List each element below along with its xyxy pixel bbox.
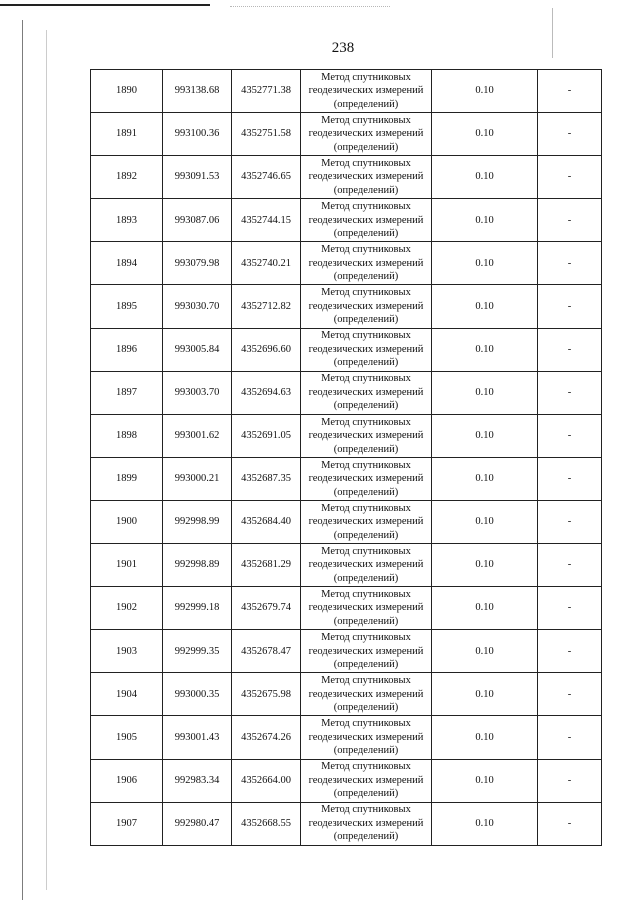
method-cell xyxy=(301,802,432,845)
method-line: (определений) xyxy=(333,615,399,627)
note-cell: - xyxy=(538,802,602,845)
point-number-cell: 1904 xyxy=(91,673,163,716)
table-row xyxy=(91,673,602,716)
point-number-cell: 1894 xyxy=(91,242,163,285)
x-coordinate-cell: 992998.99 xyxy=(163,500,232,543)
accuracy-cell: 0.10 xyxy=(432,716,538,759)
method-cell xyxy=(301,500,432,543)
note-cell: - xyxy=(538,328,602,371)
table-row xyxy=(91,759,602,802)
x-coordinate-cell: 993000.21 xyxy=(163,457,232,500)
y-coordinate-cell: 4352674.26 xyxy=(232,716,301,759)
table-row xyxy=(91,630,602,673)
accuracy-cell: 0.10 xyxy=(432,328,538,371)
y-coordinate-cell: 4352668.55 xyxy=(232,802,301,845)
scan-top-noise xyxy=(230,6,390,15)
coordinates-table xyxy=(90,69,602,846)
method-line: геодезических измерений xyxy=(308,688,424,700)
accuracy-cell: 0.10 xyxy=(432,113,538,156)
coordinates-table-body xyxy=(91,70,602,846)
method-line: геодезических измерений xyxy=(308,645,424,657)
point-number-cell: 1901 xyxy=(91,544,163,587)
table-row xyxy=(91,371,602,414)
y-coordinate-cell: 4352751.58 xyxy=(232,113,301,156)
method-cell xyxy=(301,285,432,328)
y-coordinate-cell: 4352664.00 xyxy=(232,759,301,802)
y-coordinate-cell: 4352679.74 xyxy=(232,587,301,630)
accuracy-cell: 0.10 xyxy=(432,587,538,630)
method-cell xyxy=(301,328,432,371)
table-row xyxy=(91,716,602,759)
method-line: Метод спутниковых xyxy=(321,114,411,126)
x-coordinate-cell: 992983.34 xyxy=(163,759,232,802)
method-line: Метод спутниковых xyxy=(321,502,411,514)
y-coordinate-cell: 4352694.63 xyxy=(232,371,301,414)
point-number-cell: 1891 xyxy=(91,113,163,156)
y-coordinate-cell: 4352681.29 xyxy=(232,544,301,587)
accuracy-cell: 0.10 xyxy=(432,802,538,845)
method-line: Метод спутниковых xyxy=(321,201,411,213)
note-cell: - xyxy=(538,285,602,328)
method-line: (определений) xyxy=(333,357,399,369)
table-row xyxy=(91,113,602,156)
y-coordinate-cell: 4352678.47 xyxy=(232,630,301,673)
method-line: геодезических измерений xyxy=(308,128,424,140)
method-line: геодезических измерений xyxy=(308,731,424,743)
note-cell: - xyxy=(538,673,602,716)
method-line: (определений) xyxy=(333,486,399,498)
method-line: (определений) xyxy=(333,659,399,671)
method-line: (определений) xyxy=(333,98,399,110)
y-coordinate-cell: 4352696.60 xyxy=(232,328,301,371)
point-number-cell: 1902 xyxy=(91,587,163,630)
method-line: Метод спутниковых xyxy=(321,71,411,83)
accuracy-cell: 0.10 xyxy=(432,457,538,500)
method-cell xyxy=(301,457,432,500)
y-coordinate-cell: 4352691.05 xyxy=(232,414,301,457)
y-coordinate-cell: 4352744.15 xyxy=(232,199,301,242)
method-line: геодезических измерений xyxy=(308,257,424,269)
x-coordinate-cell: 993100.36 xyxy=(163,113,232,156)
note-cell: - xyxy=(538,371,602,414)
accuracy-cell: 0.10 xyxy=(432,371,538,414)
method-cell xyxy=(301,199,432,242)
y-coordinate-cell: 4352712.82 xyxy=(232,285,301,328)
method-line: Метод спутниковых xyxy=(321,416,411,428)
method-line: Метод спутниковых xyxy=(321,761,411,773)
method-line: Метод спутниковых xyxy=(321,330,411,342)
x-coordinate-cell: 993005.84 xyxy=(163,328,232,371)
accuracy-cell: 0.10 xyxy=(432,242,538,285)
point-number-cell: 1899 xyxy=(91,457,163,500)
accuracy-cell: 0.10 xyxy=(432,70,538,113)
note-cell: - xyxy=(538,716,602,759)
note-cell: - xyxy=(538,242,602,285)
method-line: (определений) xyxy=(333,788,399,800)
method-line: Метод спутниковых xyxy=(321,459,411,471)
x-coordinate-cell: 993000.35 xyxy=(163,673,232,716)
note-cell: - xyxy=(538,759,602,802)
method-line: (определений) xyxy=(333,831,399,843)
method-cell xyxy=(301,113,432,156)
x-coordinate-cell: 992999.18 xyxy=(163,587,232,630)
method-line: Метод спутниковых xyxy=(321,718,411,730)
method-line: Метод спутниковых xyxy=(321,157,411,169)
point-number-cell: 1898 xyxy=(91,414,163,457)
x-coordinate-cell: 993001.43 xyxy=(163,716,232,759)
table-row xyxy=(91,328,602,371)
method-line: Метод спутниковых xyxy=(321,632,411,644)
y-coordinate-cell: 4352740.21 xyxy=(232,242,301,285)
y-coordinate-cell: 4352675.98 xyxy=(232,673,301,716)
method-line: (определений) xyxy=(333,184,399,196)
note-cell: - xyxy=(538,156,602,199)
point-number-cell: 1890 xyxy=(91,70,163,113)
table-row xyxy=(91,156,602,199)
method-line: Метод спутниковых xyxy=(321,244,411,256)
method-line: (определений) xyxy=(333,529,399,541)
note-cell: - xyxy=(538,113,602,156)
x-coordinate-cell: 992998.89 xyxy=(163,544,232,587)
method-cell xyxy=(301,544,432,587)
method-line: геодезических измерений xyxy=(308,559,424,571)
method-line: Метод спутниковых xyxy=(321,287,411,299)
point-number-cell: 1907 xyxy=(91,802,163,845)
method-line: геодезических измерений xyxy=(308,214,424,226)
method-line: геодезических измерений xyxy=(308,774,424,786)
method-line: Метод спутниковых xyxy=(321,545,411,557)
point-number-cell: 1906 xyxy=(91,759,163,802)
method-line: Метод спутниковых xyxy=(321,588,411,600)
point-number-cell: 1893 xyxy=(91,199,163,242)
note-cell: - xyxy=(538,199,602,242)
method-line: (определений) xyxy=(333,271,399,283)
accuracy-cell: 0.10 xyxy=(432,156,538,199)
note-cell: - xyxy=(538,414,602,457)
point-number-cell: 1892 xyxy=(91,156,163,199)
y-coordinate-cell: 4352771.38 xyxy=(232,70,301,113)
method-line: Метод спутниковых xyxy=(321,804,411,816)
x-coordinate-cell: 993030.70 xyxy=(163,285,232,328)
accuracy-cell: 0.10 xyxy=(432,630,538,673)
note-cell: - xyxy=(538,457,602,500)
method-cell xyxy=(301,759,432,802)
table-row xyxy=(91,285,602,328)
note-cell: - xyxy=(538,70,602,113)
table-row xyxy=(91,457,602,500)
point-number-cell: 1900 xyxy=(91,500,163,543)
y-coordinate-cell: 4352684.40 xyxy=(232,500,301,543)
x-coordinate-cell: 993091.53 xyxy=(163,156,232,199)
accuracy-cell: 0.10 xyxy=(432,500,538,543)
method-cell xyxy=(301,630,432,673)
method-line: геодезических измерений xyxy=(308,171,424,183)
page-number: 238 xyxy=(331,40,355,56)
method-line: геодезических измерений xyxy=(308,386,424,398)
x-coordinate-cell: 992980.47 xyxy=(163,802,232,845)
method-cell xyxy=(301,414,432,457)
table-row xyxy=(91,414,602,457)
method-line: геодезических измерений xyxy=(308,602,424,614)
method-line: геодезических измерений xyxy=(308,817,424,829)
method-line: (определений) xyxy=(333,745,399,757)
y-coordinate-cell: 4352746.65 xyxy=(232,156,301,199)
method-cell xyxy=(301,70,432,113)
scan-top-line xyxy=(0,4,210,6)
point-number-cell: 1897 xyxy=(91,371,163,414)
x-coordinate-cell: 992999.35 xyxy=(163,630,232,673)
method-line: геодезических измерений xyxy=(308,300,424,312)
accuracy-cell: 0.10 xyxy=(432,199,538,242)
method-cell xyxy=(301,242,432,285)
note-cell: - xyxy=(538,544,602,587)
point-number-cell: 1896 xyxy=(91,328,163,371)
scan-binding-edge xyxy=(22,20,23,900)
table-row xyxy=(91,587,602,630)
method-line: геодезических измерений xyxy=(308,343,424,355)
table-row xyxy=(91,802,602,845)
method-line: (определений) xyxy=(333,443,399,455)
method-line: (определений) xyxy=(333,702,399,714)
table-row xyxy=(91,500,602,543)
method-line: (определений) xyxy=(333,141,399,153)
note-cell: - xyxy=(538,587,602,630)
table-row xyxy=(91,242,602,285)
method-line: Метод спутниковых xyxy=(321,675,411,687)
accuracy-cell: 0.10 xyxy=(432,544,538,587)
method-cell xyxy=(301,673,432,716)
x-coordinate-cell: 993001.62 xyxy=(163,414,232,457)
y-coordinate-cell: 4352687.35 xyxy=(232,457,301,500)
table-row xyxy=(91,544,602,587)
method-cell xyxy=(301,156,432,199)
method-line: Метод спутниковых xyxy=(321,373,411,385)
point-number-cell: 1895 xyxy=(91,285,163,328)
method-line: (определений) xyxy=(333,400,399,412)
accuracy-cell: 0.10 xyxy=(432,414,538,457)
note-cell: - xyxy=(538,500,602,543)
scan-margin-line xyxy=(46,30,47,890)
method-line: (определений) xyxy=(333,314,399,326)
point-number-cell: 1903 xyxy=(91,630,163,673)
accuracy-cell: 0.10 xyxy=(432,285,538,328)
table-row xyxy=(91,70,602,113)
method-line: геодезических измерений xyxy=(308,473,424,485)
accuracy-cell: 0.10 xyxy=(432,759,538,802)
x-coordinate-cell: 993138.68 xyxy=(163,70,232,113)
table-row xyxy=(91,199,602,242)
method-line: (определений) xyxy=(333,572,399,584)
x-coordinate-cell: 993003.70 xyxy=(163,371,232,414)
note-cell: - xyxy=(538,630,602,673)
method-line: геодезических измерений xyxy=(308,430,424,442)
x-coordinate-cell: 993087.06 xyxy=(163,199,232,242)
method-line: геодезических измерений xyxy=(308,516,424,528)
point-number-cell: 1905 xyxy=(91,716,163,759)
method-line: (определений) xyxy=(333,228,399,240)
accuracy-cell: 0.10 xyxy=(432,673,538,716)
method-cell xyxy=(301,716,432,759)
method-line: геодезических измерений xyxy=(308,85,424,97)
method-cell xyxy=(301,587,432,630)
x-coordinate-cell: 993079.98 xyxy=(163,242,232,285)
method-cell xyxy=(301,371,432,414)
